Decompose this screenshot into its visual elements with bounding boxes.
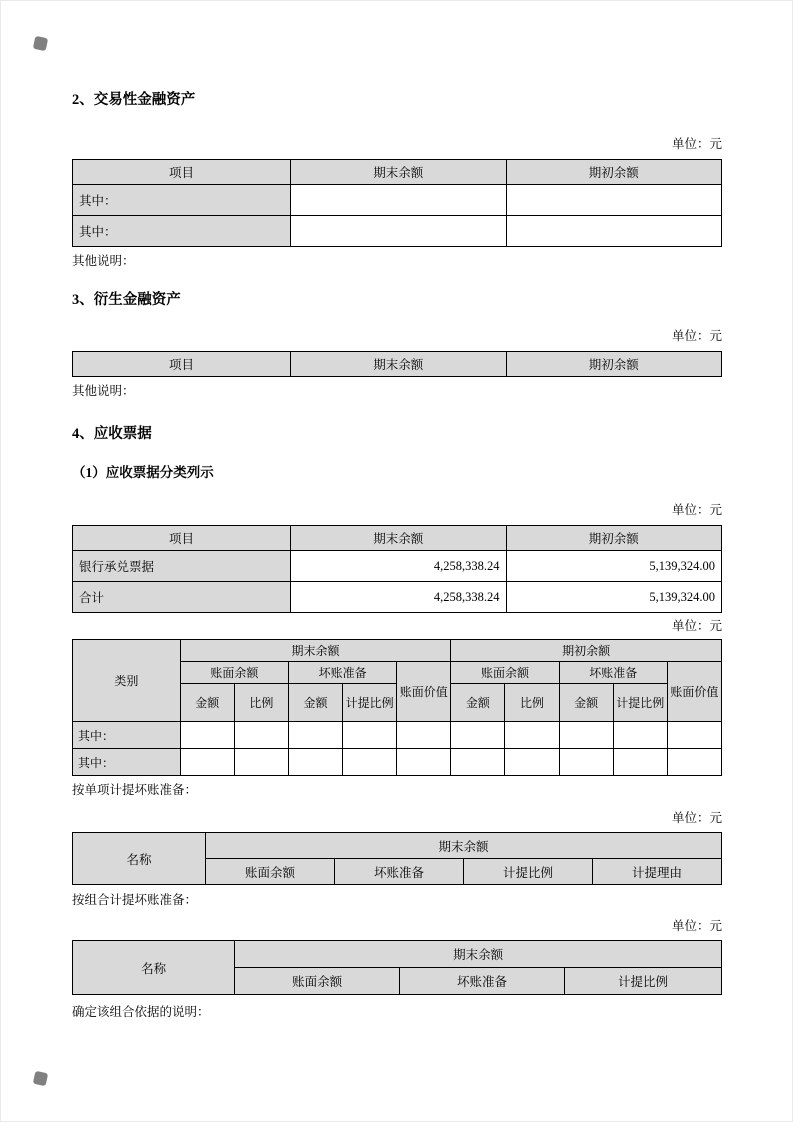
- group-header-ending-balance: 期末余额: [235, 941, 722, 968]
- empty-cell: [234, 722, 288, 749]
- empty-cell: [397, 749, 451, 776]
- other-note: 其他说明：: [72, 384, 135, 398]
- empty-cell: [613, 749, 667, 776]
- empty-cell: [180, 749, 234, 776]
- cell-beginning-balance: [506, 216, 721, 247]
- group-basis-note: 确定该组合依据的说明：: [72, 1005, 210, 1019]
- row-label: 其中：: [73, 185, 291, 216]
- section-heading-trading-assets: 2、交易性金融资产: [72, 92, 196, 108]
- subheader-book-balance: 账面余额: [180, 662, 288, 684]
- section-heading-derivative-assets: 3、衍生金融资产: [72, 292, 181, 308]
- empty-cell: [234, 749, 288, 776]
- table-row: [73, 722, 722, 749]
- empty-cell: [343, 749, 397, 776]
- single-item-provision-note: 按单项计提坏账准备：: [72, 783, 198, 797]
- row-label-bank-acceptance: 银行承兑票据: [73, 551, 291, 582]
- cell-ending-balance: [291, 216, 506, 247]
- empty-cell: [559, 749, 613, 776]
- empty-cell: [613, 722, 667, 749]
- col-header-name: 名称: [73, 941, 235, 995]
- empty-cell: [667, 749, 721, 776]
- subsection-heading-classification: （1）应收票据分类列示: [72, 465, 214, 480]
- trading-assets-table: [72, 159, 722, 247]
- col-header-ending-balance: 期末余额: [291, 352, 506, 377]
- derivative-assets-table: [72, 351, 722, 377]
- subheader-bad-debt-provision: 坏账准备: [335, 859, 464, 885]
- subheader-ratio: 比例: [234, 684, 288, 722]
- cell-ending-balance: [291, 185, 506, 216]
- subheader-provision-ratio: 计提比例: [343, 684, 397, 722]
- unit-label: 单位：元: [671, 329, 722, 343]
- subheader-amount: 金额: [288, 684, 342, 722]
- row-label: 其中：: [73, 216, 291, 247]
- col-header-ending-balance: 期末余额: [291, 526, 506, 551]
- subheader-provision-ratio: 计提比例: [464, 859, 593, 885]
- unit-label: 单位：元: [671, 919, 722, 933]
- col-header-item: 项目: [73, 352, 291, 377]
- section-heading-notes-receivable: 4、应收票据: [72, 426, 152, 442]
- group-header-ending-balance: 期末余额: [180, 640, 451, 662]
- bad-debt-category-table: [72, 639, 722, 776]
- table-row: [73, 582, 722, 613]
- subheader-provision-ratio: 计提比例: [564, 968, 721, 995]
- cell-beginning-balance: [506, 185, 721, 216]
- table-row: [73, 185, 722, 216]
- col-header-beginning-balance: 期初余额: [506, 526, 721, 551]
- table-row: [73, 216, 722, 247]
- empty-cell: [505, 722, 559, 749]
- subheader-book-value: 账面价值: [397, 662, 451, 722]
- table-row: [73, 749, 722, 776]
- empty-cell: [505, 749, 559, 776]
- col-header-ending-balance: 期末余额: [291, 160, 506, 185]
- subheader-bad-debt-provision: 坏账准备: [559, 662, 667, 684]
- subheader-bad-debt-provision: 坏账准备: [400, 968, 565, 995]
- corner-mark-bottom-left: [33, 1071, 48, 1086]
- empty-cell: [180, 722, 234, 749]
- other-note: 其他说明：: [72, 254, 135, 268]
- empty-cell: [343, 722, 397, 749]
- single-item-provision-table: [72, 832, 722, 885]
- notes-receivable-classification-table: [72, 525, 722, 613]
- col-header-beginning-balance: 期初余额: [506, 160, 721, 185]
- col-header-category: 类别: [73, 640, 181, 722]
- group-provision-table: [72, 940, 722, 995]
- subheader-bad-debt-provision: 坏账准备: [288, 662, 396, 684]
- col-header-beginning-balance: 期初余额: [506, 352, 721, 377]
- cell-beginning-balance: 5,139,324.00: [506, 551, 721, 582]
- col-header-name: 名称: [73, 833, 206, 885]
- empty-cell: [451, 749, 505, 776]
- subheader-ratio: 比例: [505, 684, 559, 722]
- unit-label: 单位：元: [671, 811, 722, 825]
- row-label-total: 合计: [73, 582, 291, 613]
- subheader-amount: 金额: [559, 684, 613, 722]
- page-content: [72, 1, 722, 1020]
- cell-ending-balance: 4,258,338.24: [291, 551, 506, 582]
- subheader-book-balance: 账面余额: [206, 859, 335, 885]
- empty-cell: [667, 722, 721, 749]
- cell-ending-balance: 4,258,338.24: [291, 582, 506, 613]
- unit-label: 单位：元: [671, 619, 722, 633]
- col-header-item: 项目: [73, 160, 291, 185]
- empty-cell: [397, 722, 451, 749]
- empty-cell: [559, 722, 613, 749]
- unit-label: 单位：元: [671, 503, 722, 517]
- unit-label: 单位：元: [671, 137, 722, 151]
- subheader-provision-ratio: 计提比例: [613, 684, 667, 722]
- subheader-book-balance: 账面余额: [235, 968, 400, 995]
- col-header-item: 项目: [73, 526, 291, 551]
- group-provision-note: 按组合计提坏账准备：: [72, 893, 198, 907]
- corner-mark-top-left: [33, 36, 48, 51]
- group-header-ending-balance: 期末余额: [206, 833, 722, 859]
- subheader-amount: 金额: [451, 684, 505, 722]
- subheader-provision-reason: 计提理由: [592, 859, 721, 885]
- subheader-book-balance: 账面余额: [451, 662, 559, 684]
- row-label: 其中：: [73, 749, 181, 776]
- subheader-amount: 金额: [180, 684, 234, 722]
- table-row: [73, 551, 722, 582]
- empty-cell: [451, 722, 505, 749]
- empty-cell: [288, 749, 342, 776]
- cell-beginning-balance: 5,139,324.00: [506, 582, 721, 613]
- empty-cell: [288, 722, 342, 749]
- group-header-beginning-balance: 期初余额: [451, 640, 722, 662]
- row-label: 其中：: [73, 722, 181, 749]
- subheader-book-value: 账面价值: [667, 662, 721, 722]
